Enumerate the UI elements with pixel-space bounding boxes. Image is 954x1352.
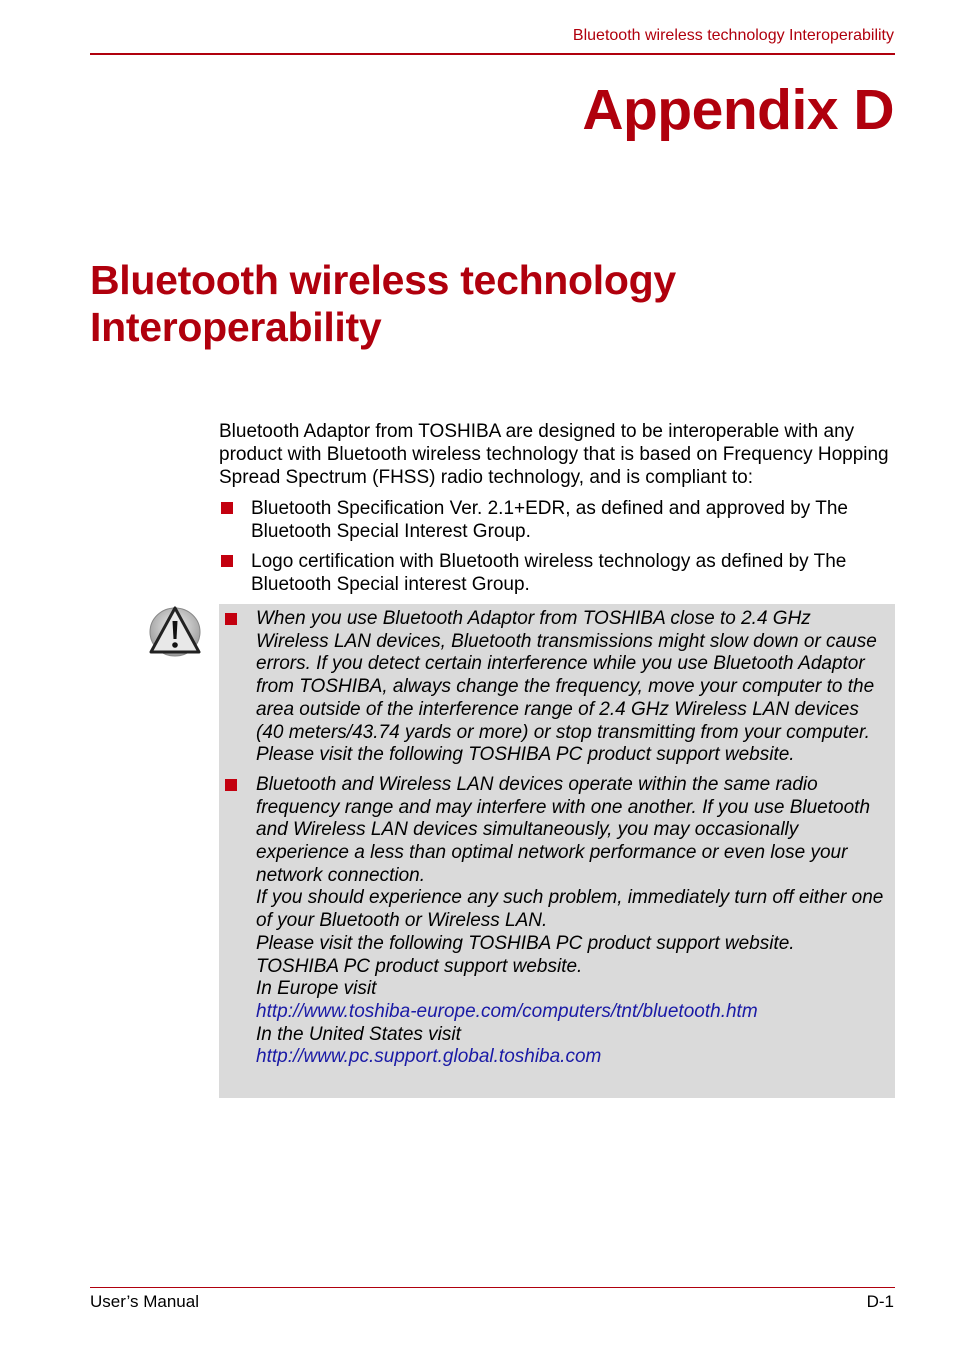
list-item: [219, 550, 899, 596]
footer-rule: [90, 1287, 895, 1288]
caution-text: When you use Bluetooth Adaptor from TOSHIBA close to 2.4 GHz Wireless LAN devices, Bluetooth transmissions might slow down or cause errors. If you detect certain interference while you use Bluetooth Adaptor from TOSHIBA, always change the frequency, move your computer to the area outside of the interference range of 2.4 GHz Wireless LAN devices (40 meters/43.74 yards or more) or stop transmitting from your computer. Please visit the following TOSHIBA PC product support website.: [256, 608, 877, 766]
bullet-square-icon: [221, 555, 233, 567]
appendix-title: Appendix D: [582, 78, 894, 142]
us-support-link[interactable]: http://www.pc.support.global.toshiba.com: [256, 1046, 602, 1068]
caution-text: Please visit the following TOSHIBA PC product support website.: [256, 932, 795, 954]
caution-text: TOSHIBA PC product support website.: [256, 955, 583, 977]
intro-paragraph: Bluetooth Adaptor from TOSHIBA are designed to be interoperable with any product with Bluetooth wireless technology that is based on Frequency Hopping Spread Spectrum (FHSS) radio technology, and is compliant to:: [219, 421, 889, 488]
list-item: [219, 497, 899, 543]
list-item-text: Logo certification with Bluetooth wireless technology as defined by The Bluetooth Special interest Group.: [251, 551, 847, 595]
running-header: Bluetooth wireless technology Interoperability: [572, 27, 894, 44]
us-label: In the United States visit: [256, 1023, 461, 1045]
footer-manual-title: User’s Manual: [90, 1292, 199, 1311]
compliance-list: [219, 497, 899, 596]
europe-label: In Europe visit: [256, 978, 377, 1000]
caution-note: [219, 604, 895, 1098]
list-item: [224, 608, 887, 767]
europe-support-link[interactable]: http://www.toshiba-europe.com/computers/tnt/bluetooth.htm: [256, 1000, 758, 1022]
body-text: [219, 420, 899, 603]
list-item: [224, 774, 887, 1069]
caution-text: If you should experience any such problem, immediately turn off either one of your Bluetooth or Wireless LAN.: [256, 887, 884, 932]
caution-text: Bluetooth and Wireless LAN devices operate within the same radio frequency range and may interfere with one another. If you use Bluetooth and Wireless LAN devices simultaneously, you may occasionally experience a less than optimal network performance or even lose your network connection.: [256, 773, 871, 886]
bullet-square-icon: [225, 613, 237, 625]
caution-triangle-icon: [149, 604, 201, 658]
list-item-text: Bluetooth Specification Ver. 2.1+EDR, as defined and approved by The Bluetooth Special Interest Group.: [251, 498, 848, 542]
caution-list: [224, 608, 887, 1069]
section-title: Bluetooth wireless technology Interoperability: [90, 257, 676, 350]
bullet-square-icon: [221, 502, 233, 514]
bullet-square-icon: [225, 779, 237, 791]
page-number: D-1: [866, 1292, 894, 1311]
header-rule: [90, 53, 895, 55]
